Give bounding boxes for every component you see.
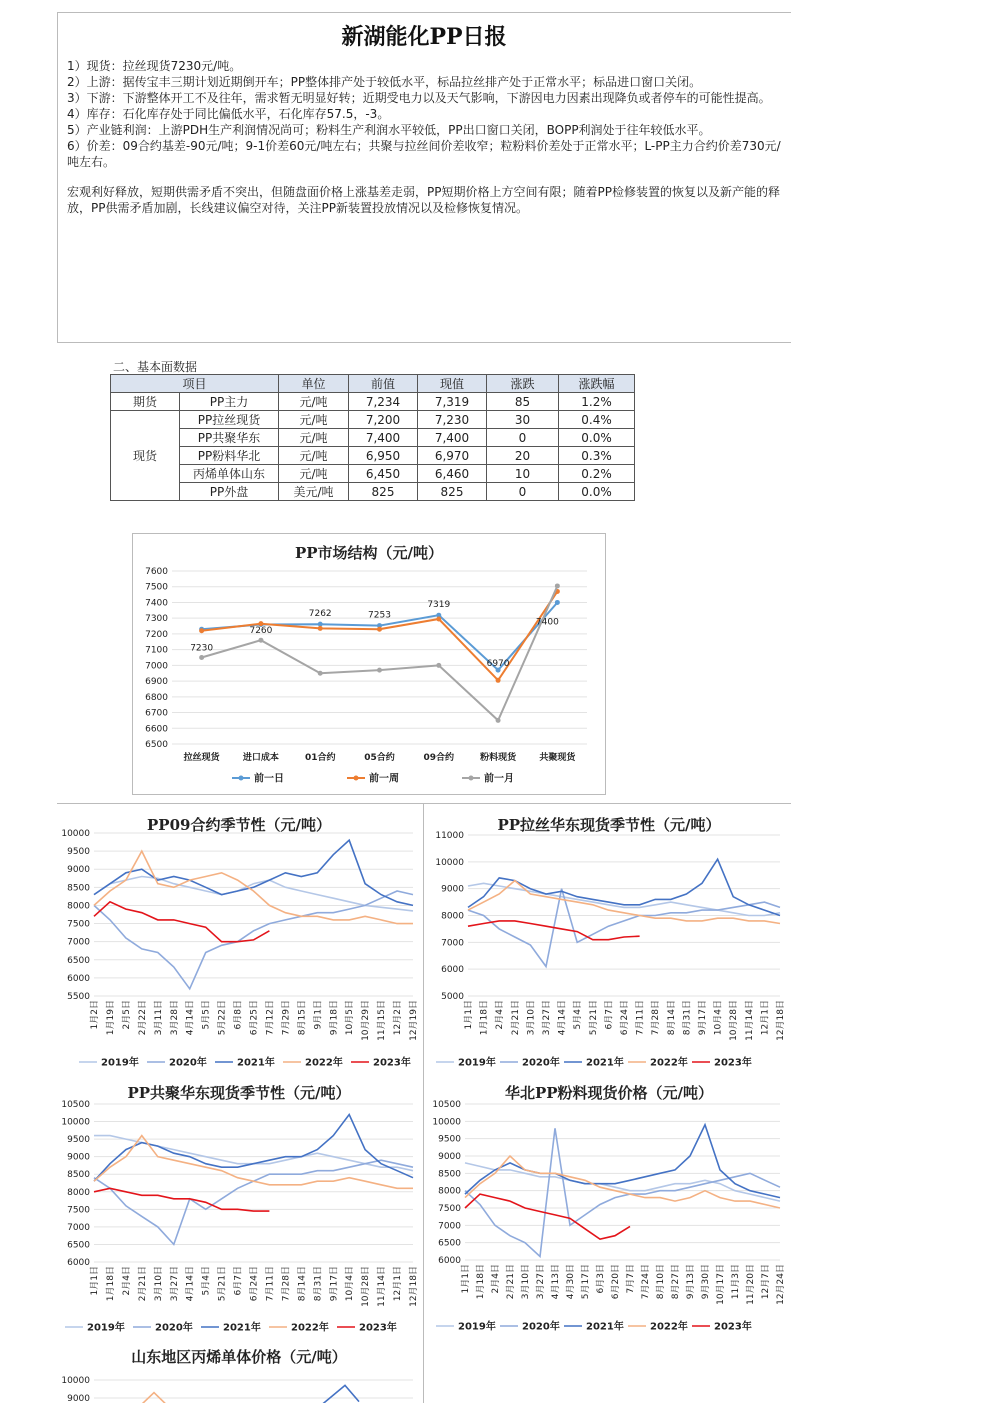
data-point: [377, 668, 382, 673]
legend-label: 2023年: [373, 1057, 411, 1069]
x-tick-label: 5月4日: [573, 1000, 584, 1030]
legend-label: 2022年: [650, 1057, 688, 1069]
y-tick-label: 6500: [67, 1240, 90, 1251]
data-point: [199, 628, 204, 633]
report-panel: [57, 12, 791, 342]
x-tick-label: 8月31日: [682, 1000, 693, 1036]
x-tick-label: 3月27日: [536, 1264, 546, 1300]
x-tick-label: 3月10日: [153, 1266, 164, 1302]
x-tick-label: 12月18日: [776, 1000, 786, 1041]
data-point: [496, 678, 501, 683]
y-tick-label: 9000: [441, 884, 464, 895]
x-tick-label: 11月14日: [377, 1266, 388, 1307]
x-tick-label: 9月17日: [698, 1000, 708, 1036]
series-line-2022年: [94, 1136, 413, 1189]
cell-unit: 元/吨: [279, 411, 349, 429]
x-tick-label: 6月7日: [604, 1000, 615, 1030]
series-line-2021年: [465, 1125, 780, 1198]
x-tick-label: 3月27日: [169, 1266, 180, 1302]
cell-item: PP共聚华东: [180, 429, 279, 447]
x-tick-label: 12月1日: [393, 1266, 404, 1302]
y-tick-label: 7500: [67, 1205, 90, 1216]
propylene-price-chart: [57, 1340, 421, 1403]
series-line-2023年: [465, 1194, 630, 1239]
y-tick-label: 7100: [145, 645, 168, 656]
legend-label: 2020年: [522, 1057, 560, 1069]
x-tick-label: 2月21日: [137, 1266, 148, 1302]
x-tick-label: 2月21日: [510, 1000, 521, 1036]
x-tick-label: 11月20日: [746, 1264, 756, 1305]
legend-marker: [239, 776, 244, 781]
y-tick-label: 7500: [438, 1204, 461, 1214]
cell-item: PP拉丝现货: [180, 411, 279, 429]
chart-title: 山东地区丙烯单体价格（元/吨）: [131, 1348, 347, 1366]
legend-label: 前一月: [484, 773, 514, 785]
y-tick-label: 10000: [61, 1117, 90, 1128]
cell-prev: 7,200: [349, 411, 418, 429]
y-tick-label: 6500: [145, 740, 168, 750]
y-tick-label: 8000: [441, 911, 464, 922]
cell-item: PP主力: [180, 393, 279, 411]
col-header: 项目: [111, 375, 279, 393]
legend-label: 2023年: [714, 1057, 752, 1069]
x-tick-label: 2月21日: [506, 1264, 516, 1300]
x-tick-label: 5月22日: [217, 1000, 228, 1036]
x-tick-label: 1月2日: [90, 1000, 100, 1030]
y-tick-label: 8500: [438, 1169, 461, 1180]
y-tick-label: 6500: [67, 955, 90, 966]
y-tick-label: 7000: [67, 937, 90, 948]
x-tick-label: 10月4日: [345, 1266, 356, 1302]
data-point: [199, 655, 204, 660]
cell-curr: 7,230: [418, 411, 487, 429]
legend-label: 2023年: [359, 1322, 397, 1334]
frame-line: [57, 342, 791, 343]
x-tick-label: 共聚现货: [539, 753, 576, 763]
x-tick-label: 7月7日: [626, 1264, 636, 1294]
x-tick-label: 10月5日: [345, 1000, 356, 1036]
x-tick-label: 7月11日: [635, 1000, 646, 1036]
x-tick-label: 3月11日: [153, 1000, 164, 1036]
y-tick-label: 7000: [145, 661, 168, 672]
x-tick-label: 5月21日: [588, 1000, 599, 1036]
x-tick-label: 01合约: [304, 753, 336, 763]
x-tick-label: 1月1日: [464, 1000, 474, 1030]
cell-pct: 0.3%: [559, 447, 635, 465]
y-tick-label: 10500: [61, 1100, 90, 1110]
cell-item: PP外盘: [180, 483, 279, 501]
x-tick-label: 10月4日: [713, 1000, 724, 1036]
data-point: [258, 638, 263, 643]
x-tick-label: 12月18日: [409, 1266, 419, 1307]
x-tick-label: 1月18日: [479, 1000, 490, 1036]
cell-prev: 6,950: [349, 447, 418, 465]
y-tick-label: 8500: [67, 1170, 90, 1181]
x-tick-label: 8月31日: [313, 1266, 324, 1302]
y-tick-label: 8000: [67, 1187, 90, 1198]
table-row: [111, 429, 635, 447]
x-tick-label: 9月18日: [329, 1000, 340, 1036]
cell-prev: 7,234: [349, 393, 418, 411]
y-tick-label: 8500: [67, 883, 90, 894]
x-tick-label: 3月10日: [526, 1000, 537, 1036]
series-line-2023年: [94, 902, 269, 942]
y-tick-label: 7000: [441, 938, 464, 949]
report-line: 6）价差：09合约基差-90元/吨；9-1价差60元/吨左右；共聚与拉丝间价差收窄；粒粉料价差处于正常水平；L-PP主力合约价差730元/吨左右。: [67, 139, 781, 169]
data-point: [436, 663, 441, 668]
x-tick-label: 1月1日: [90, 1266, 100, 1296]
x-tick-label: 7月29日: [281, 1000, 292, 1036]
cell-pct: 1.2%: [559, 393, 635, 411]
y-tick-label: 9500: [67, 1135, 90, 1146]
cell-pct: 0.4%: [559, 411, 635, 429]
pp-copolymer-seasonality-chart: [57, 1073, 421, 1335]
section-title: 二、基本面数据: [113, 360, 198, 374]
y-tick-label: 7000: [67, 1222, 90, 1233]
legend-label: 前一周: [369, 773, 399, 785]
pp09-seasonality-chart: [57, 805, 421, 1071]
cell-chg: 85: [487, 393, 559, 411]
y-tick-label: 6700: [145, 708, 168, 719]
y-tick-label: 5500: [67, 992, 90, 1002]
cell-pct: 0.2%: [559, 465, 635, 483]
chart-title: 华北PP粉料现货价格（元/吨）: [504, 1084, 714, 1102]
y-tick-label: 10000: [61, 1376, 90, 1386]
chart-title: PP拉丝华东现货季节性（元/吨）: [497, 816, 721, 834]
col-header: 涨跌幅: [559, 375, 635, 393]
chart-title: PP市场结构（元/吨）: [294, 544, 444, 562]
x-tick-label: 6月24日: [249, 1266, 260, 1302]
y-tick-label: 6000: [67, 973, 90, 984]
x-tick-label: 进口成本: [242, 753, 279, 763]
data-point: [318, 626, 323, 631]
cell-unit: 元/吨: [279, 429, 349, 447]
report-title: 新湖能化PP日报: [341, 24, 507, 50]
series-line-2020年: [468, 889, 780, 967]
x-tick-label: 12月1日: [760, 1000, 771, 1036]
legend-label: 2021年: [223, 1322, 261, 1334]
x-tick-label: 1月1日: [461, 1264, 471, 1294]
legend-label: 2023年: [714, 1321, 752, 1333]
y-tick-label: 10000: [432, 1117, 461, 1128]
legend-label: 2022年: [650, 1321, 688, 1333]
data-label: 7319: [427, 600, 451, 611]
frame-line: [57, 803, 791, 804]
series-line-2021年: [319, 1385, 359, 1403]
legend-marker: [469, 776, 474, 781]
x-tick-label: 9月13日: [686, 1264, 696, 1300]
legend-label: 2022年: [305, 1057, 343, 1069]
report-line: 5）产业链利润：上游PDH生产利润情况尚可；粉料生产利润水平较低，PP出口窗口关闭，BOPP利润处于往年较低水平。: [67, 123, 711, 137]
x-tick-label: 7月11日: [265, 1266, 276, 1302]
y-tick-label: 6600: [145, 724, 168, 735]
x-tick-label: 9月1日: [313, 1000, 324, 1030]
x-tick-label: 6月7日: [233, 1266, 244, 1296]
x-tick-label: 5月4日: [201, 1266, 212, 1296]
frame-line: [423, 803, 424, 1403]
x-tick-label: 12月2日: [393, 1000, 404, 1036]
x-tick-label: 2月22日: [137, 1000, 148, 1036]
y-tick-label: 11000: [435, 831, 464, 841]
y-tick-label: 10500: [432, 1100, 461, 1110]
series-line-2019年: [468, 883, 780, 915]
x-tick-label: 5月17日: [581, 1264, 591, 1300]
cell-prev: 7,400: [349, 429, 418, 447]
x-tick-label: 8月14日: [666, 1000, 677, 1036]
legend-label: 2020年: [522, 1321, 560, 1333]
y-tick-label: 10000: [435, 857, 464, 868]
x-tick-label: 5月5日: [201, 1000, 212, 1030]
cell-pct: 0.0%: [559, 429, 635, 447]
y-tick-label: 7300: [145, 614, 168, 625]
y-tick-label: 6800: [145, 692, 168, 703]
x-tick-label: 8月15日: [297, 1000, 308, 1036]
y-tick-label: 9000: [67, 1394, 90, 1403]
cell-curr: 6,970: [418, 447, 487, 465]
x-tick-label: 11月3日: [731, 1264, 741, 1300]
report-line: 4）库存：石化库存处于同比偏低水平，石化库存57.5，-3。: [67, 107, 390, 121]
series-line-2022年: [468, 881, 780, 924]
data-point: [496, 718, 501, 723]
x-tick-label: 1月18日: [476, 1264, 486, 1300]
y-tick-label: 7200: [145, 629, 168, 640]
legend-label: 2019年: [458, 1321, 496, 1333]
table-header-row: [111, 375, 635, 393]
series-line-2020年: [94, 1160, 413, 1244]
data-point: [555, 583, 560, 588]
table-row: [111, 447, 635, 465]
cell-curr: 7,319: [418, 393, 487, 411]
x-tick-label: 4月14日: [185, 1266, 196, 1302]
y-tick-label: 9500: [67, 847, 90, 858]
x-tick-label: 8月14日: [297, 1266, 308, 1302]
report-line: 1）现货：拉丝现货7230元/吨。: [67, 59, 242, 73]
x-tick-label: 3月27日: [542, 1000, 552, 1036]
y-tick-label: 6500: [438, 1238, 461, 1249]
x-tick-label: 4月13日: [551, 1264, 561, 1300]
x-tick-label: 4月30日: [566, 1264, 576, 1300]
y-tick-label: 7500: [145, 582, 168, 593]
cell-item: PP粉料华北: [180, 447, 279, 465]
y-tick-label: 8000: [438, 1186, 461, 1197]
cell-chg: 0: [487, 429, 559, 447]
x-tick-label: 7月28日: [281, 1266, 292, 1302]
report-line: 2）上游：据传宝丰三期计划近期倒开车；PP整体排产处于较低水平，标品拉丝排产处于正常水平；标品进口窗口关闭。: [67, 75, 702, 89]
y-tick-label: 9000: [438, 1152, 461, 1162]
cell-item: 丙烯单体山东: [180, 465, 279, 483]
y-tick-label: 7600: [145, 567, 168, 577]
x-tick-label: 12月19日: [409, 1000, 419, 1041]
cell-curr: 7,400: [418, 429, 487, 447]
series-line-2019年: [94, 1136, 413, 1171]
data-label: 7262: [308, 609, 332, 620]
y-tick-label: 6000: [67, 1258, 90, 1268]
y-tick-label: 9500: [438, 1134, 461, 1145]
pp-powder-price-chart: [428, 1073, 790, 1335]
data-point: [555, 600, 560, 605]
x-tick-label: 12月7日: [761, 1264, 771, 1300]
x-tick-label: 粉料现货: [480, 753, 517, 763]
y-tick-label: 7000: [438, 1221, 461, 1232]
x-tick-label: 3月10日: [521, 1264, 531, 1300]
col-header: 涨跌: [487, 375, 559, 393]
x-tick-label: 09合约: [423, 753, 455, 763]
series-line-2021年: [94, 1115, 413, 1182]
y-tick-label: 6000: [438, 1256, 461, 1266]
col-header: 现值: [418, 375, 487, 393]
x-tick-label: 2月4日: [121, 1266, 132, 1296]
legend-marker: [354, 776, 359, 781]
x-tick-label: 10月28日: [729, 1000, 740, 1041]
y-tick-label: 5000: [441, 992, 464, 1002]
table-row: [111, 483, 635, 501]
x-tick-label: 1月18日: [105, 1266, 116, 1302]
x-tick-label: 10月29日: [361, 1000, 372, 1041]
cell-unit: 元/吨: [279, 465, 349, 483]
cell-curr: 6,460: [418, 465, 487, 483]
x-tick-label: 2月5日: [121, 1000, 132, 1030]
x-tick-label: 4月14日: [557, 1000, 568, 1036]
data-label: 7400: [535, 617, 559, 628]
x-tick-label: 4月14日: [185, 1000, 196, 1036]
data-point: [318, 671, 323, 676]
x-tick-label: 9月30日: [701, 1264, 711, 1300]
x-tick-label: 6月24日: [620, 1000, 630, 1036]
x-tick-label: 10月28日: [361, 1266, 372, 1307]
report-line: 3）下游：下游整体开工不及往年，需求暂无明显好转；近期受电力以及天气影响，下游因电力因素出现降负或者停车的可能性提高。: [67, 91, 771, 105]
x-tick-label: 7月24日: [641, 1264, 651, 1300]
group-label: 期货: [111, 393, 180, 411]
x-tick-label: 6月25日: [249, 1000, 260, 1036]
y-tick-label: 8000: [67, 901, 90, 912]
x-tick-label: 6月3日: [596, 1264, 606, 1294]
x-tick-label: 2月4日: [491, 1264, 501, 1294]
cell-chg: 30: [487, 411, 559, 429]
x-tick-label: 2月4日: [495, 1000, 506, 1030]
group-label: 现货: [111, 411, 180, 501]
x-tick-label: 05合约: [364, 753, 395, 763]
legend-label: 2020年: [169, 1057, 207, 1069]
x-tick-label: 5月21日: [217, 1266, 228, 1302]
report-body: [67, 58, 783, 216]
y-tick-label: 6900: [145, 677, 168, 688]
data-label: 7230: [190, 643, 214, 654]
cell-chg: 10: [487, 465, 559, 483]
data-point: [436, 616, 441, 621]
cell-prev: 825: [349, 483, 418, 501]
market-structure-chart: [132, 533, 606, 795]
legend-label: 2022年: [291, 1322, 329, 1334]
basic-data-table: [110, 374, 635, 501]
x-tick-label: 7月12日: [265, 1000, 276, 1036]
chart-title: PP09合约季节性（元/吨）: [147, 816, 331, 834]
cell-unit: 元/吨: [279, 393, 349, 411]
y-tick-label: 9000: [67, 865, 90, 876]
table-row: [111, 411, 635, 429]
cell-pct: 0.0%: [559, 483, 635, 501]
x-tick-label: 6月20日: [611, 1264, 621, 1300]
col-header: 前值: [349, 375, 418, 393]
data-label: 7260: [249, 626, 273, 637]
x-tick-label: 8月27日: [671, 1264, 681, 1300]
legend-label: 2019年: [101, 1057, 139, 1069]
y-tick-label: 6000: [441, 965, 464, 976]
legend-label: 2020年: [155, 1322, 193, 1334]
cell-chg: 20: [487, 447, 559, 465]
report-summary: 宏观利好释放，短期供需矛盾不突出，但随盘面价格上涨基差走弱，PP短期价格上方空间有限；随着PP检修装置的恢复以及新产能的释放，PP供需矛盾加剧，长线建议偏空对待，关注PP新装置投放情况以及检修恢复情况。: [67, 185, 780, 215]
table-row: [111, 393, 635, 411]
cell-chg: 0: [487, 483, 559, 501]
data-label: 6970: [486, 659, 510, 670]
x-tick-label: 10月17日: [716, 1264, 726, 1305]
x-tick-label: 7月28日: [651, 1000, 662, 1036]
y-tick-label: 10000: [61, 829, 90, 839]
x-tick-label: 11月15日: [377, 1000, 388, 1041]
x-tick-label: 8月10日: [656, 1264, 666, 1300]
data-label: 7253: [368, 610, 391, 621]
cell-unit: 美元/吨: [279, 483, 349, 501]
table-row: [111, 465, 635, 483]
data-point: [377, 627, 382, 632]
x-tick-label: 6月8日: [233, 1000, 244, 1030]
x-tick-label: 拉丝现货: [183, 753, 220, 763]
x-tick-label: 11月14日: [744, 1000, 755, 1041]
x-tick-label: 9月17日: [329, 1266, 340, 1302]
chart-title: PP共聚华东现货季节性（元/吨）: [127, 1084, 351, 1102]
cell-curr: 825: [418, 483, 487, 501]
legend-label: 2021年: [237, 1057, 275, 1069]
legend-label: 2021年: [586, 1321, 624, 1333]
legend-label: 2019年: [458, 1057, 496, 1069]
x-tick-label: 3月28日: [169, 1000, 180, 1036]
pp-drawing-seasonality-chart: [428, 805, 790, 1071]
cell-unit: 元/吨: [279, 447, 349, 465]
y-tick-label: 7400: [145, 598, 168, 609]
legend-label: 2019年: [87, 1322, 125, 1334]
legend-label: 前一日: [254, 773, 284, 785]
y-tick-label: 9000: [67, 1152, 90, 1163]
x-tick-label: 12月24日: [776, 1264, 786, 1305]
legend-label: 2021年: [586, 1057, 624, 1069]
cell-prev: 6,450: [349, 465, 418, 483]
col-header: 单位: [279, 375, 349, 393]
y-tick-label: 7500: [67, 919, 90, 930]
x-tick-label: 1月19日: [105, 1000, 116, 1036]
